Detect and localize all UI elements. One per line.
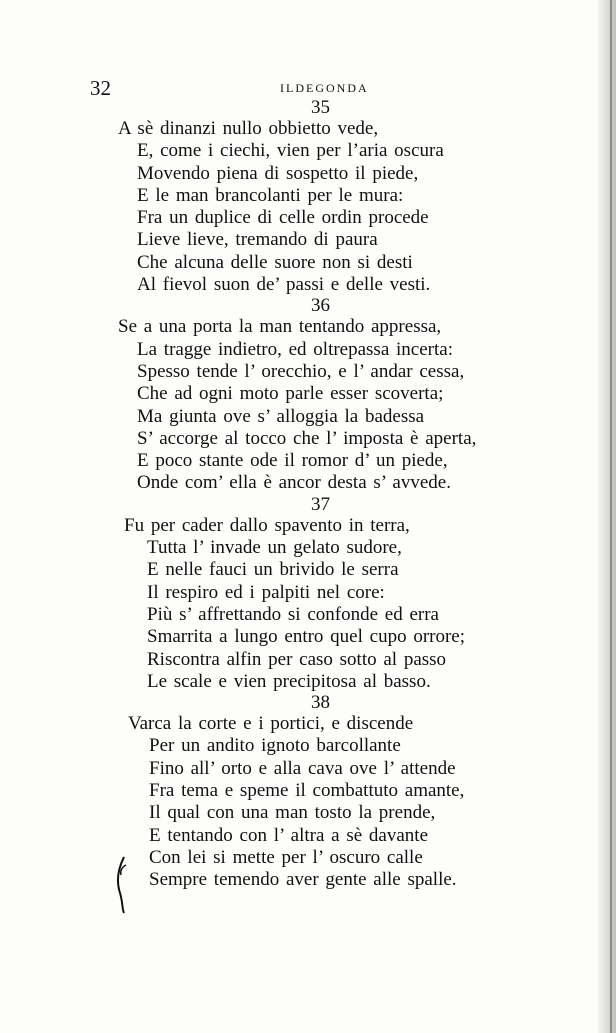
verse-line: Il qual con una man tosto la prende, [149, 802, 436, 824]
verse-line: E, come i ciechi, vien per l’aria oscura [137, 140, 444, 162]
verse-line: Movendo piena di sospetto il piede, [137, 162, 419, 184]
verse-line: La tragge indietro, ed oltrepassa incerta: [137, 338, 453, 360]
stanza [0, 98, 616, 296]
stanza [0, 296, 616, 494]
verse-line: A sè dinanzi nullo obbietto vede, [118, 118, 379, 139]
verse-line: Più s’ affrettando si confonde ed erra [147, 603, 439, 625]
verse-line: E nelle fauci un brivido le serra [147, 559, 399, 581]
verse-line: Ma giunta ove s’ alloggia la badessa [137, 405, 425, 427]
verse-line: E tentando con l’ altra a sè davante [149, 824, 428, 846]
stanza-number: 37 [311, 493, 330, 515]
verse-line: Lieve lieve, tremando di paura [137, 229, 378, 251]
ink-flourish-mark [112, 855, 134, 915]
verse-line: Smarrita a lungo entro quel cupo orrore; [147, 626, 466, 648]
stanza-number: 36 [311, 295, 330, 317]
verse-line: E le man brancolanti per le mura: [137, 184, 404, 206]
verse-line: Se a una porta la man tentando appressa, [118, 316, 442, 338]
stanza [0, 495, 616, 693]
verse-line: Onde com’ ella è ancor desta s’ avvede. [137, 472, 451, 494]
verse-line: S’ accorge al tocco che l’ imposta è aperta, [137, 427, 477, 449]
verse-line: Fra un duplice di celle ordin procede [137, 207, 429, 229]
stanza [0, 693, 616, 891]
verse-line: Per un andito ignoto barcollante [149, 735, 401, 757]
verse-line: Che alcuna delle suore non si desti [137, 251, 413, 273]
verse-line: E poco stante ode il romor d’ un piede, [137, 450, 448, 472]
verse-line: Fino all’ orto e alla cava ove l’ attende [149, 757, 456, 779]
stanza-number: 35 [311, 97, 330, 118]
verse-line: Tutta l’ invade un gelato sudore, [147, 537, 402, 559]
verse-line: Varca la corte e i portici, e discende [128, 713, 414, 735]
verse-line: Riscontra alfin per caso sotto al passo [147, 648, 447, 670]
verse-line: Le scale e vien precipitosa al basso. [147, 670, 431, 692]
verse-line: Con lei si mette per l’ oscuro calle [149, 846, 423, 868]
running-title: ILDEGONDA [280, 81, 369, 95]
verse-line: Il respiro ed i palpiti nel core: [147, 581, 385, 603]
page-number: 32 [90, 76, 111, 100]
verse-line: Sempre temendo aver gente alle spalle. [149, 869, 457, 891]
verse-line: Che ad ogni moto parle esser scoverta; [137, 383, 444, 405]
verse-line: Fu per cader dallo spavento in terra, [124, 514, 410, 536]
verse-line: Al fievol suon de’ passi e delle vesti. [137, 274, 431, 296]
page-header [0, 76, 616, 100]
verse-line: Spesso tende l’ orecchio, e l’ andar cessa, [137, 360, 465, 382]
stanza-number: 38 [311, 692, 330, 714]
poem-body [0, 98, 616, 892]
verse-line: Fra tema e speme il combattuto amante, [149, 780, 465, 802]
